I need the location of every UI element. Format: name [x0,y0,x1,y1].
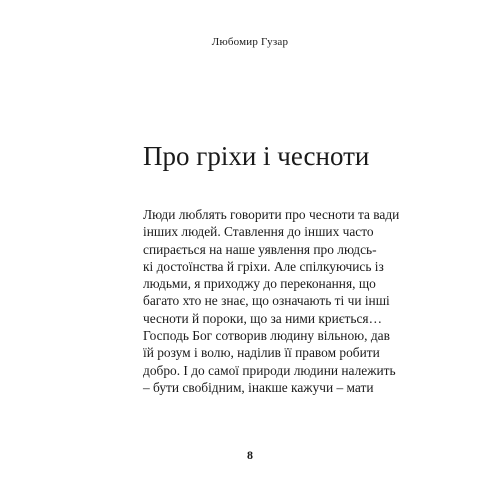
running-header-author: Любомир Гузар [211,36,289,48]
page-number: 8 [247,448,253,462]
body-line: спирається на наше уявлення про людсь- [143,241,377,257]
chapter-title: Про гріхи і чесноти [143,141,370,171]
body-line: кі достоїнства й гріхи. Але спілкуючись із [143,258,384,274]
body-line: їй розум і волю, наділив її правом робити [143,345,380,361]
body-line: Господь Бог сотворив людину вільною, дав [143,328,390,344]
body-line: інших людей. Ставлення до інших часто [143,224,374,240]
body-paragraph [143,206,400,396]
body-line: людьми, я приходжу до переконання, що [143,276,376,292]
body-line: – бути свобідним, інакше кажучи – мати [143,379,374,395]
body-line: чесноти й пороки, що за ними криється… [143,310,382,326]
body-line: багато хто не знає, що означають ті чи інші [143,293,390,309]
body-line: добро. І до самої природи людини належить [143,362,396,378]
body-line: Люди люблять говорити про чесноти та вади [143,207,400,222]
